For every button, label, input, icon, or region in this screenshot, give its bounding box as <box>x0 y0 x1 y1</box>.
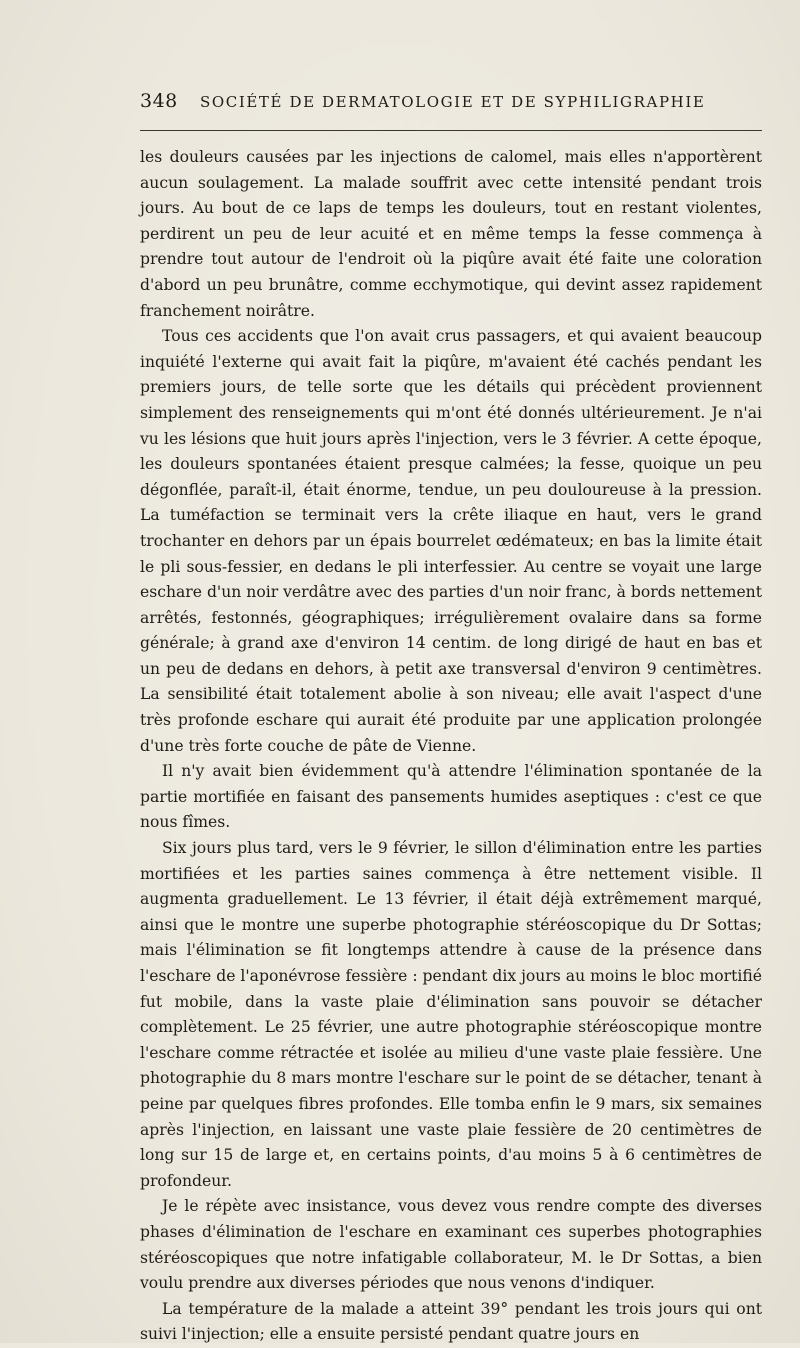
paragraph: La température de la malade a atteint 39° pendant les trois jours qui ont suivi l'injection; elle a ensuite persisté pendant quatre jours en <box>140 1299 762 1344</box>
page-number: 348 <box>140 90 178 112</box>
running-title: SOCIÉTÉ DE DERMATOLOGIE ET DE SYPHILIGRAPHIE <box>200 93 706 111</box>
paragraph: les douleurs causées par les injections de calomel, mais elles n'apportèrent aucun soulagement. La malade souffrit avec cette intensité pendant trois jours. Au bout de ce laps de temps les douleurs, tout en restant violentes, perdirent un peu de leur acuité et en même temps la fesse commença à prendre tout autour de l'endroit où la piqûre avait été faite une coloration d'abord un peu brunâtre, comme ecchymotique, qui devint assez rapidement franchement noirâtre. <box>140 148 762 320</box>
paragraph: Tous ces accidents que l'on avait crus passagers, et qui avaient beaucoup inquiété l'externe qui avait fait la piqûre, m'avaient été cachés pendant les premiers jours, de telle sorte que les détails qui précèdent proviennent simplement des renseignements qui m'ont été donnés ultérieurement. Je n'ai vu les lésions que huit jours après l'injection, vers le 3 février. A cette époque, les douleurs spontanées étaient presque calmées; la fesse, quoique un peu dégonflée, paraît-il, était énorme, tendue, un peu douloureuse à la pression. La tuméfaction se terminait vers la crête iliaque en haut, vers le grand trochanter en dehors par un épais bourrelet œdémateux; en bas la limite était le pli sous-fessier, en dedans le pli interfessier. Au centre se voyait une large eschare d'un noir verdâtre avec des parties d'un noir franc, à bords nettement arrêtés, festonnés, géographiques; irrégulièrement ovalaire dans sa forme générale; à grand axe d'environ 14 centim. de long dirigé de haut en bas et un peu de dedans en dehors, à petit axe transversal d'environ 9 centimètres. La sensibilité était totalement abolie à son niveau; elle avait l'aspect d'une très profonde eschare qui aurait été produite par une application prolongée d'une très forte couche de pâte de Vienne. <box>140 327 762 755</box>
body-text <box>140 145 762 1348</box>
paragraph: Six jours plus tard, vers le 9 février, le sillon d'élimination entre les parties mortifiées et les parties saines commença à être nettement visible. Il augmenta graduellement. Le 13 février, il était déjà extrêmement marqué, ainsi que le montre une superbe photographie stéréoscopique du Dr Sottas; mais l'élimination se fit longtemps attendre à cause de la présence dans l'eschare de l'aponévrose fessière : pendant dix jours au moins le bloc mortifié fut mobile, dans la vaste plaie d'élimination sans pouvoir se détacher complètement. Le 25 février, une autre photographie stéréoscopique montre l'eschare comme rétractée et isolée au milieu d'une vaste plaie fessière. Une photographie du 8 mars montre l'eschare sur le point de se détacher, tenant à peine par quelques fibres profondes. Elle tomba enfin le 9 mars, six semaines après l'injection, en laissant une vaste plaie fessière de 20 centimètres de long sur 15 de large et, en certains points, d'au moins 5 à 6 centimètres de profondeur. <box>140 839 762 1190</box>
paragraph: Il n'y avait bien évidemment qu'à attendre l'élimination spontanée de la partie mortifiée en faisant des pansements humides aseptiques : c'est ce que nous fîmes. <box>140 762 762 832</box>
header-rule <box>140 130 762 131</box>
page-header <box>140 90 762 114</box>
paragraph: Je le répète avec insistance, vous devez vous rendre compte des diverses phases d'élimination de l'eschare en examinant ces superbes photographies stéréoscopiques que notre infatigable collaborateur, M. le Dr Sottas, a bien voulu prendre aux diverses périodes que nous venons d'indiquer. <box>140 1197 762 1293</box>
